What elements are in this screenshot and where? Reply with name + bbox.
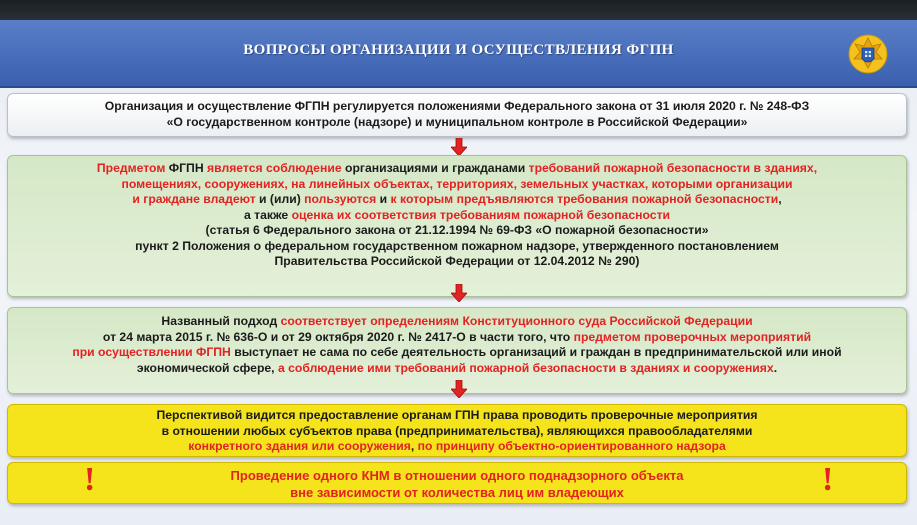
emergency-ministry-emblem-icon [848, 32, 888, 76]
court-line-1: Названный подход соответствует определениям Конституционного суда Российской Федерации [161, 314, 753, 328]
slide-header [0, 20, 917, 88]
subject-line-7: Правительства Российской Федерации от 12.04.2012 № 290) [274, 254, 640, 268]
subject-definition-box [7, 155, 907, 297]
perspective-line-1: Перспективой видится предоставление органам ГПН права проводить проверочные мероприятия [156, 408, 758, 422]
subject-line-3: и граждане владеют и (или) пользуются и к которым предъявляются требования пожарной безопасности, [132, 192, 782, 206]
subject-line-5: (статья 6 Федерального закона от 21.12.1994 № 69-ФЗ «О пожарной безопасности» [205, 223, 709, 237]
perspective-line-3: конкретного здания или сооружения, по принципу объектно-ориентированного надзора [188, 439, 726, 453]
perspective-line-2: в отношении любых субъектов права (предпринимательства), являющихся правообладателями [161, 423, 753, 438]
court-line-4: экономической сфере, а соблюдение ими требований пожарной безопасности в зданиях и сооружениях. [136, 360, 778, 375]
inspection-line-1: Проведение одного КНМ в отношении одного поднадзорного объекта [230, 468, 684, 483]
court-line-2: от 24 марта 2015 г. № 636-О и от 29 октября 2020 г. № 2417-О в части того, что предметом проверочных мероприятий [102, 329, 812, 344]
down-arrow-icon [451, 284, 467, 302]
exclamation-icon-left: ! [84, 461, 96, 498]
slide-title: ВОПРОСЫ ОРГАНИЗАЦИИ И ОСУЩЕСТВЛЕНИЯ ФГПН [243, 42, 674, 58]
window-top-bar [0, 0, 917, 20]
down-arrow-icon [451, 138, 467, 156]
single-inspection-box [7, 462, 907, 504]
court-line-3: при осуществлении ФГПН выступает не сама по себе деятельность организаций и граждан в предпринимательской или иной [72, 345, 842, 359]
inspection-line-2: вне зависимости от количества лиц им владеющих [290, 485, 624, 500]
law-reference-box [7, 93, 907, 137]
law-line-2: «О государственном контроле (надзоре) и муниципальном контроле в Российской Федерации» [166, 114, 748, 129]
subject-line-1: Предметом ФГПН является соблюдение организациями и гражданами требований пожарной безопасности в зданиях, [96, 161, 818, 175]
down-arrow-icon [451, 380, 467, 398]
perspective-box [7, 404, 907, 457]
slide [0, 20, 917, 525]
exclamation-icon-right: ! [822, 461, 834, 498]
subject-line-2: помещениях, сооружениях, на линейных объектах, территориях, земельных участках, которыми организации [121, 176, 793, 191]
law-line-1: Организация и осуществление ФГПН регулируется положениями Федерального закона от 31 июля 2020 г. № 248-ФЗ [104, 99, 810, 113]
subject-line-4: а также оценка их соответствия требованиям пожарной безопасности [243, 207, 671, 222]
subject-line-6: пункт 2 Положения о федеральном государственном пожарном надзоре, утвержденного постановлением [135, 238, 779, 253]
